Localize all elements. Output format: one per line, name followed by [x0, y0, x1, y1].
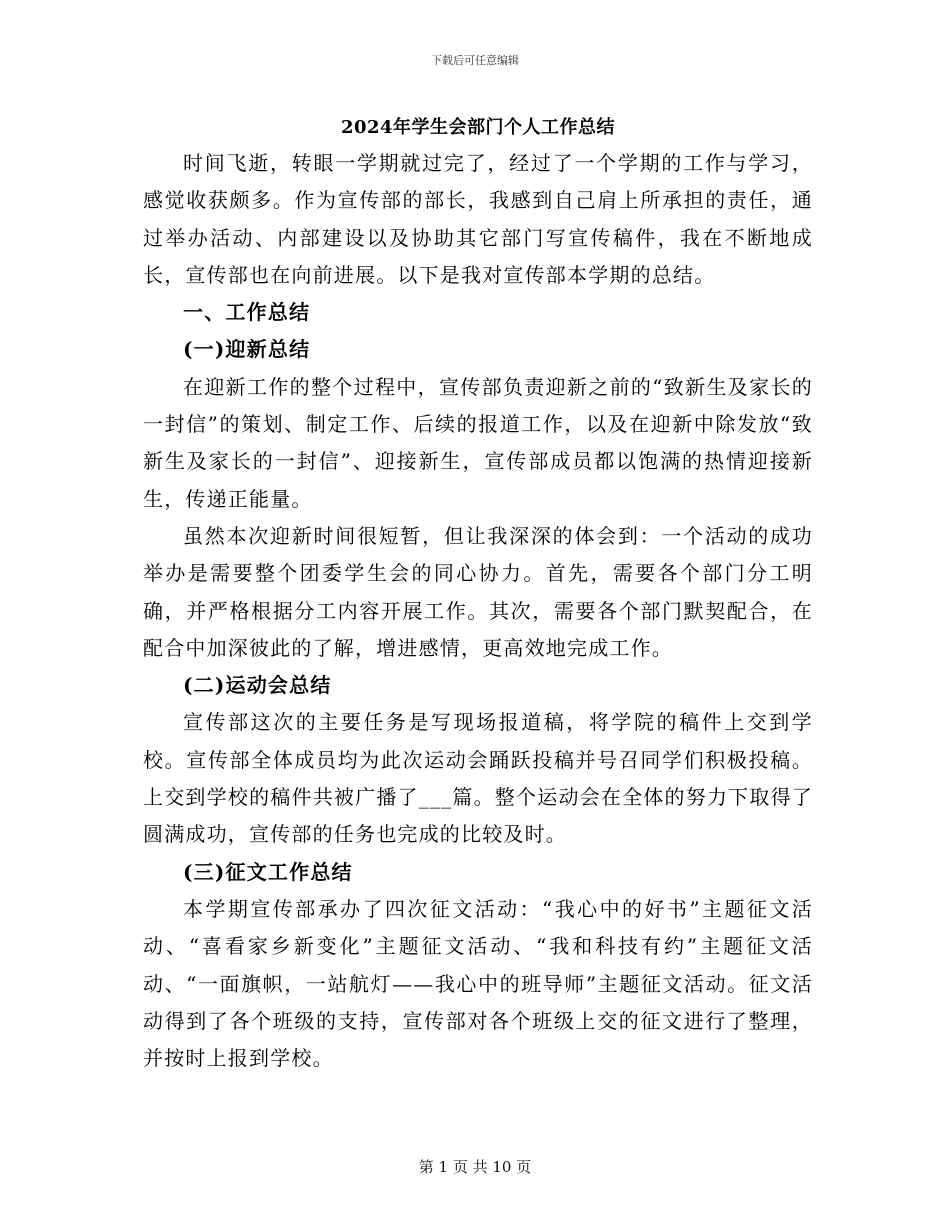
subsection-heading-sports-meet: (二)运动会总结 — [183, 673, 332, 698]
document-body — [143, 111, 813, 1077]
welcome-paragraph-2: 虽然本次迎新时间很短暂，但让我深深的体会到：一个活动的成功举办是需要整个团委学生会的同心协力。首先，需要各个部门分工明确，并严格根据分工内容开展工作。其次，需要各个部门默契配合，在配合中加深彼此的了解，增进感情，更高效地完成工作。 — [143, 523, 813, 660]
page-header-note: 下载后可任意编辑 — [431, 54, 519, 67]
welcome-paragraph-1: 在迎新工作的整个过程中，宣传部负责迎新之前的“致新生及家长的一封信”的策划、制定工作、后续的报道工作，以及在迎新中除发放“致新生及家长的一封信”、迎接新生，宣传部成员都以饱满的热情迎接新生，传递正能量。 — [143, 374, 813, 511]
essay-contest-paragraph: 本学期宣传部承办了四次征文活动：“我心中的好书”主题征文活动、“喜看家乡新变化”主题征文活动、“我和科技有约”主题征文活动、“一面旗帜，一站航灯——我心中的班导师”主题征文活动。征文活动得到了各个班级的支持，宣传部对各个班级上交的征文进行了整理，并按时上报到学校。 — [143, 896, 813, 1071]
intro-paragraph: 时间飞逝，转眼一学期就过完了，经过了一个学期的工作与学习，感觉收获颇多。作为宣传部的部长，我感到自己肩上所承担的责任，通过举办活动、内部建设以及协助其它部门写宣传稿件，我在不断地成长，宣传部也在向前进展。以下是我对宣传部本学期的总结。 — [143, 151, 813, 287]
document-title: 2024年学生会部门个人工作总结 — [340, 117, 616, 138]
page-number-footer: 第 1 页 共 10 页 — [418, 1158, 532, 1176]
subsection-heading-essay-contest: (三)征文工作总结 — [183, 859, 353, 884]
subsection-heading-welcome: (一)迎新总结 — [183, 337, 311, 362]
section-heading-work-summary: 一、工作总结 — [183, 300, 311, 325]
sports-meet-paragraph: 宣传部这次的主要任务是写现场报道稿，将学院的稿件上交到学校。宣传部全体成员均为此次运动会踊跃投稿并号召同学们积极投稿。上交到学校的稿件共被广播了___篇。整个运动会在全体的努力下取得了圆满成功，宣传部的任务也完成的比较及时。 — [143, 710, 813, 847]
